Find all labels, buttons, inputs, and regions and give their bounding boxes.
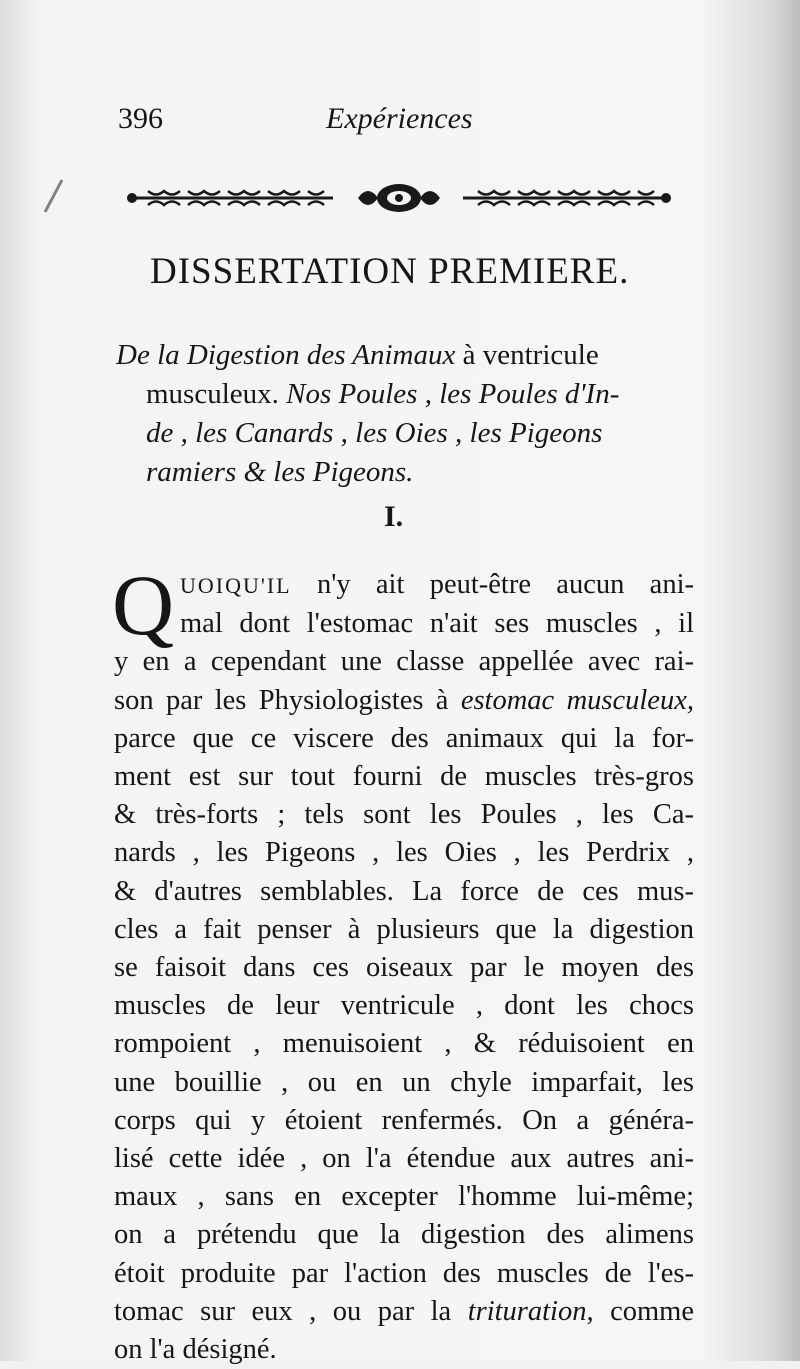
- running-title: Expériences: [326, 102, 473, 135]
- subtitle-roman: à ventricule: [455, 339, 599, 371]
- text-line: étoit produite par l'action des muscles de l'es-: [114, 1257, 694, 1289]
- text-line: parce que ce viscere des animaux qui la for-: [114, 722, 694, 754]
- text-line: & très-forts ; tels sont les Poules , les Ca-: [114, 799, 694, 831]
- subtitle-italic: Nos Poules , les Poules d'In-: [286, 378, 620, 410]
- text-line: se faisoit dans ces oiseaux par le moyen des: [114, 952, 694, 984]
- body-text: [114, 566, 694, 1369]
- text-line: y en a cependant une classe appellée avec rai-: [114, 646, 694, 678]
- text-fragment: , comme: [586, 1295, 694, 1327]
- text-line: [114, 566, 694, 605]
- text-fragment: tomac sur eux , ou par la: [114, 1295, 468, 1327]
- text-line: corps qui y étoient renfermés. On a généra-: [114, 1104, 694, 1136]
- text-line: [114, 682, 694, 720]
- text-line: ment est sur tout fourni de muscles très-gros: [114, 761, 694, 793]
- text-line: on a prétendu que la digestion des alimens: [114, 1219, 694, 1251]
- drop-cap: Q: [112, 557, 175, 653]
- subtitle: [116, 336, 690, 492]
- small-caps-opening: UOIQU'IL: [180, 573, 292, 598]
- margin-mark: [44, 179, 64, 212]
- page-number: 396: [118, 102, 163, 135]
- printers-ornament-icon: [118, 180, 680, 216]
- text-line: une bouillie , ou en un chyle imparfait, les: [114, 1066, 694, 1098]
- subtitle-italic: De la Digestion des Animaux: [116, 339, 456, 371]
- text-line: on l'a désigné.: [114, 1334, 277, 1366]
- dissertation-title: DISSERTATION PREMIERE.: [150, 251, 630, 292]
- subtitle-line: [116, 375, 690, 414]
- subtitle-italic: ramiers & les Pigeons.: [146, 456, 414, 488]
- text-line: nards , les Pigeons , les Oies , les Perdrix ,: [114, 837, 694, 869]
- section-number: I.: [384, 500, 404, 533]
- text-line: lisé cette idée , on l'a étendue aux autres ani-: [114, 1143, 694, 1175]
- text-fragment: son par les Physiologistes à: [114, 684, 461, 716]
- text-fragment: n'y ait peut-être aucun ani-: [291, 569, 694, 600]
- text-line: maux , sans en excepter l'homme lui-même;: [114, 1181, 694, 1213]
- subtitle-roman: musculeux.: [146, 378, 287, 410]
- subtitle-line: [116, 336, 690, 375]
- text-line: muscles de leur ventricule , dont les chocs: [114, 990, 694, 1022]
- text-line: rompoient , menuisoient , & réduisoient en: [114, 1028, 694, 1060]
- subtitle-line: [116, 453, 690, 492]
- subtitle-italic: de , les Canards , les Oies , les Pigeons: [146, 417, 603, 449]
- text-line: cles a fait penser à plusieurs que la digestion: [114, 913, 694, 945]
- italic-term: trituration: [467, 1295, 587, 1327]
- text-line: [114, 1293, 694, 1331]
- running-head: [118, 102, 698, 142]
- subtitle-line: [116, 414, 690, 453]
- text-line: & d'autres semblables. La force de ces mus-: [114, 875, 694, 907]
- text-line: mal dont l'estomac n'ait ses muscles , il: [180, 608, 694, 640]
- italic-term: estomac musculeux,: [460, 684, 694, 716]
